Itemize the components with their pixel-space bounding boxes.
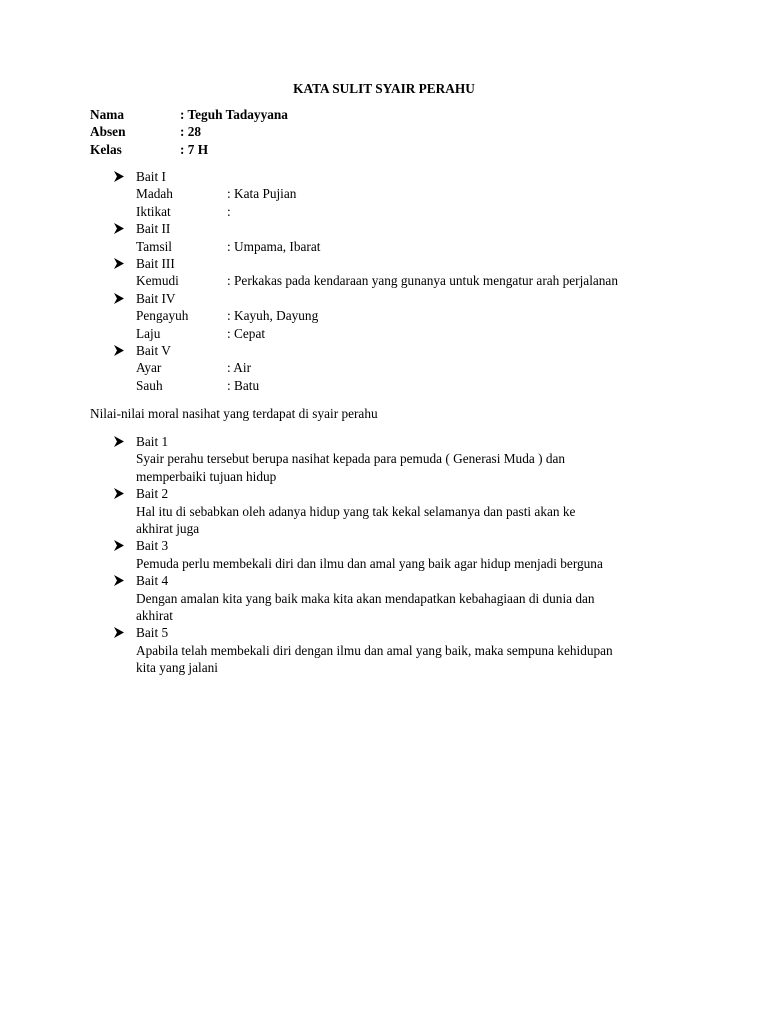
term-row xyxy=(114,307,618,324)
moral-line: akhirat xyxy=(136,608,173,623)
bait-label: Bait V xyxy=(136,342,171,358)
term-row xyxy=(114,377,618,394)
moral-text xyxy=(114,590,684,625)
moral-heading xyxy=(114,572,684,589)
moral-line: Hal itu di sebabkan oleh adanya hidup yang tak kekal selamanya dan pasti akan ke xyxy=(136,503,576,519)
arrow-bullet-icon xyxy=(114,485,136,502)
term-meaning: : Umpama, Ibarat xyxy=(227,238,321,254)
arrow-bullet-icon xyxy=(114,290,136,307)
kata-sulit-list xyxy=(114,168,618,394)
bait-heading xyxy=(114,168,618,185)
moral-line: Dengan amalan kita yang baik maka kita akan mendapatkan kebahagiaan di dunia dan xyxy=(136,590,595,606)
moral-heading xyxy=(114,485,684,502)
arrow-bullet-icon xyxy=(114,220,136,237)
moral-list xyxy=(114,433,684,677)
bait-heading xyxy=(114,290,618,307)
info-value: : Teguh Tadayyana xyxy=(180,107,288,122)
term-word: Ayar xyxy=(136,360,162,376)
term-meaning: : Air xyxy=(227,360,252,376)
term-meaning: : Kayuh, Dayung xyxy=(227,308,319,324)
moral-line: Syair perahu tersebut berupa nasihat kepada para pemuda ( Generasi Muda ) dan xyxy=(136,451,566,467)
term-word: Madah xyxy=(136,186,173,202)
moral-section-title: Nilai-nilai moral nasihat yang terdapat di syair perahu xyxy=(90,406,378,421)
arrow-bullet-icon xyxy=(114,433,136,450)
moral-text xyxy=(114,503,684,538)
arrow-bullet-icon xyxy=(114,624,136,641)
term-word: Kemudi xyxy=(136,273,179,289)
moral-line: kita yang jalani xyxy=(136,660,218,676)
moral-text xyxy=(114,555,684,572)
bait-heading xyxy=(114,342,618,359)
term-meaning: : Batu xyxy=(227,377,260,393)
info-value: : 28 xyxy=(180,124,202,140)
bait-label: Bait IV xyxy=(136,290,176,306)
term-row xyxy=(114,238,618,255)
term-row xyxy=(114,325,618,342)
term-row xyxy=(114,185,618,202)
moral-line: Pemuda perlu membekali diri dan ilmu dan amal yang baik agar hidup menjadi berguna xyxy=(136,555,603,571)
bait-label: Bait 4 xyxy=(136,573,169,589)
term-meaning: : xyxy=(227,203,231,219)
arrow-bullet-icon xyxy=(114,342,136,359)
term-row xyxy=(114,203,618,220)
term-word: Laju xyxy=(136,325,161,341)
arrow-bullet-icon xyxy=(114,572,136,589)
term-meaning: : Perkakas pada kendaraan yang gunanya untuk mengatur arah perjalanan xyxy=(227,273,618,289)
info-value: : 7 H xyxy=(180,141,209,157)
bait-label: Bait 2 xyxy=(136,486,169,502)
term-row xyxy=(114,359,618,376)
term-word: Tamsil xyxy=(136,238,173,254)
moral-text xyxy=(114,642,684,677)
moral-text xyxy=(114,450,684,485)
moral-line: Apabila telah membekali diri dengan ilmu dan amal yang baik, maka sempuna kehidupan xyxy=(136,642,613,658)
term-word: Sauh xyxy=(136,377,163,393)
arrow-bullet-icon xyxy=(114,255,136,272)
moral-heading xyxy=(114,624,684,641)
moral-heading xyxy=(114,537,684,554)
bait-label: Bait I xyxy=(136,169,166,184)
term-meaning: : Cepat xyxy=(227,325,266,341)
bait-heading xyxy=(114,255,618,272)
bait-label: Bait II xyxy=(136,221,171,237)
document-title: KATA SULIT SYAIR PERAHU xyxy=(293,81,475,96)
info-label: Kelas xyxy=(90,141,122,157)
info-row-kelas xyxy=(90,141,288,158)
student-info xyxy=(90,106,288,158)
bait-label: Bait 3 xyxy=(136,538,169,554)
moral-line: memperbaiki tujuan hidup xyxy=(136,468,277,484)
moral-heading xyxy=(114,433,684,450)
bait-heading xyxy=(114,220,618,237)
info-row-nama xyxy=(90,106,288,123)
moral-line: akhirat juga xyxy=(136,521,200,536)
term-word: Iktikat xyxy=(136,203,171,219)
bait-label: Bait 5 xyxy=(136,625,169,641)
arrow-bullet-icon xyxy=(114,168,136,185)
term-meaning: : Kata Pujian xyxy=(227,186,297,202)
info-label: Nama xyxy=(90,107,124,122)
term-word: Pengayuh xyxy=(136,308,189,324)
info-row-absen xyxy=(90,123,288,140)
info-label: Absen xyxy=(90,124,126,140)
bait-label: Bait 1 xyxy=(136,434,169,449)
term-row xyxy=(114,272,618,289)
bait-label: Bait III xyxy=(136,255,175,271)
arrow-bullet-icon xyxy=(114,537,136,554)
